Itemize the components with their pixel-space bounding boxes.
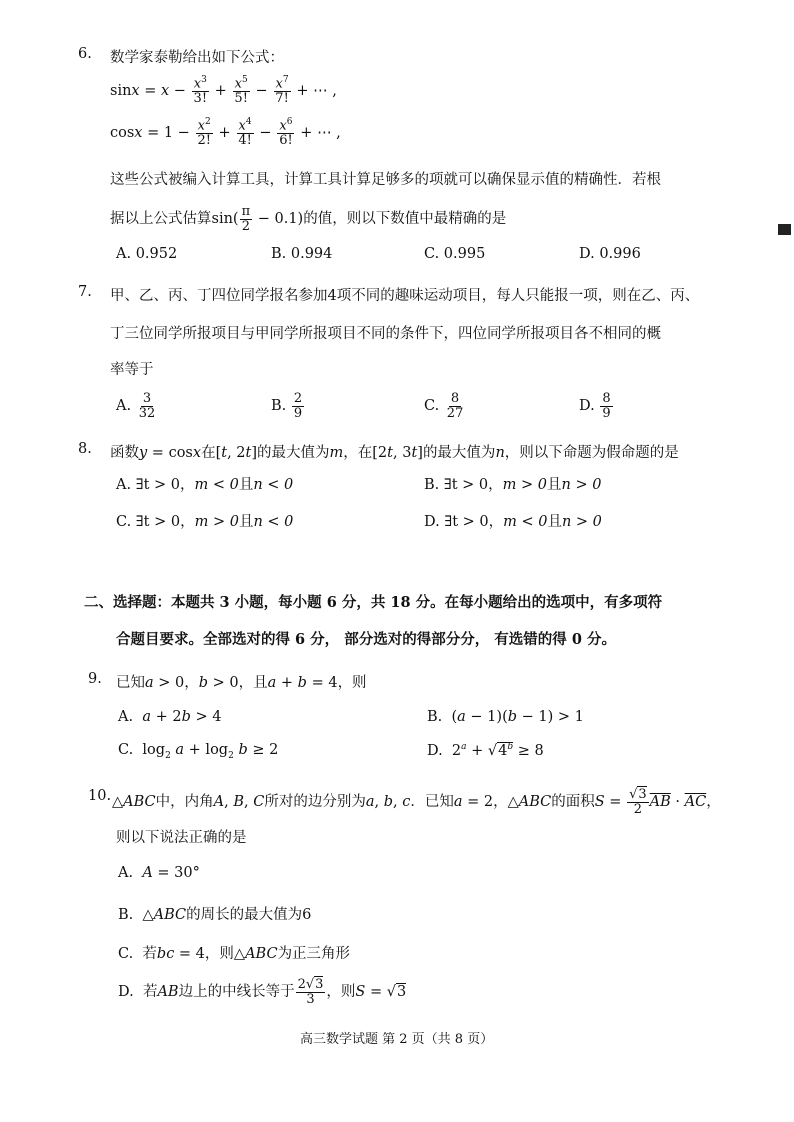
q10-option-b[interactable]: B. △ABC的周长的最大值为6: [118, 907, 312, 923]
q6-line1: 这些公式被编入计算工具，计算工具计算足够多的项就可以确保显示值的精确性．若根: [110, 172, 661, 188]
q6-option-b[interactable]: B. 0.994: [271, 246, 333, 262]
q6-number: 6.: [78, 46, 92, 62]
q7-option-d[interactable]: D. $\frac{8}{9}$: [579, 391, 611, 421]
q10-number: 10.: [88, 788, 112, 804]
q10-option-c[interactable]: C. 若bc = 4，则△ABC为正三角形: [118, 946, 351, 962]
q9-option-a[interactable]: A. a + 2b > 4: [118, 709, 222, 725]
q10-option-d[interactable]: D. 若AB边上的中线长等于 $\frac{2√3}{3}$ ，则S = √3: [118, 977, 407, 1007]
q8-stem: 函数y = cosx在[t, 2t]的最大值为m，在[2t, 3t]的最大值为n，则以下命题为假命题的是: [110, 445, 679, 461]
q7-number: 7.: [78, 284, 92, 300]
q9-option-c[interactable]: C. $\log_2 a + \log_2 b \ge 2$: [118, 742, 279, 761]
q10-option-a[interactable]: A. A = 30°: [118, 865, 200, 881]
q10-line2: 则以下说法正确的是: [116, 830, 247, 846]
q10-stem: △ABC中，内角A, B, C所对的边分别为a, b, c．已知a = 2，△ABC的面积S = $\frac{√3}{2}$ $\overline{AB} \cdot \overline{AC}$，: [112, 787, 721, 817]
q7-option-a[interactable]: A. $\frac{3}{32}$: [116, 391, 156, 421]
q6-line2: 据以上公式估算sin( $\frac{\pi}{2}$ − 0.1)的值，则以下数值中最精确的是: [110, 204, 507, 234]
q9-option-d[interactable]: D. $2^a + √4^b \ge 8$: [427, 742, 544, 759]
q7-line2: 丁三位同学所报项目与甲同学所报项目不同的条件下，四位同学所报项目各不相同的概: [110, 326, 661, 342]
page-footer: 高三数学试题 第 2 页（共 8 页）: [300, 1032, 494, 1047]
q9-stem: 已知a > 0，b > 0，且a + b = 4，则: [116, 675, 367, 691]
q6-cos-formula: cosx = 1 − $\frac{x^2}{2!}$ + $\frac{x^4}{4!}$ − $\frac{x^6}{6!}$ + ⋯ ,: [110, 117, 341, 148]
section2-heading-line2: 合题目要求。全部选对的得 6 分， 部分选对的得部分分， 有选错的得 0 分。: [116, 631, 616, 648]
q8-option-a[interactable]: A. ∃t > 0，m < 0且n < 0: [116, 477, 294, 493]
q7-line3: 率等于: [110, 362, 154, 378]
q6-option-c[interactable]: C. 0.995: [424, 246, 486, 262]
q8-option-c[interactable]: C. ∃t > 0，m > 0且n < 0: [116, 514, 294, 530]
q7-option-b[interactable]: B. $\frac{2}{9}$: [271, 391, 303, 421]
section2-heading-line1: 二、选择题：本题共 3 小题，每小题 6 分，共 18 分。在每小题给出的选项中，有多项符: [84, 594, 663, 611]
q6-option-d[interactable]: D. 0.996: [579, 246, 641, 262]
q9-option-b[interactable]: B. (a − 1)(b − 1) > 1: [427, 709, 584, 725]
margin-mark: [778, 224, 791, 235]
q6-stem: 数学家泰勒给出如下公式：: [110, 50, 284, 66]
q7-option-c[interactable]: C. $\frac{8}{27}$: [424, 391, 464, 421]
q6-sin-formula: sinx = x − $\frac{x^3}{3!}$ + $\frac{x^5}{5!}$ − $\frac{x^7}{7!}$ + ⋯ ,: [110, 75, 337, 106]
q9-number: 9.: [88, 671, 102, 687]
q6-option-a[interactable]: A. 0.952: [116, 246, 178, 262]
q8-option-b[interactable]: B. ∃t > 0，m > 0且n > 0: [424, 477, 602, 493]
q8-option-d[interactable]: D. ∃t > 0，m < 0且n > 0: [424, 514, 602, 530]
q7-line1: 甲、乙、丙、丁四位同学报名参加4项不同的趣味运动项目，每人只能报一项，则在乙、丙、: [110, 288, 700, 304]
q8-number: 8.: [78, 441, 92, 457]
